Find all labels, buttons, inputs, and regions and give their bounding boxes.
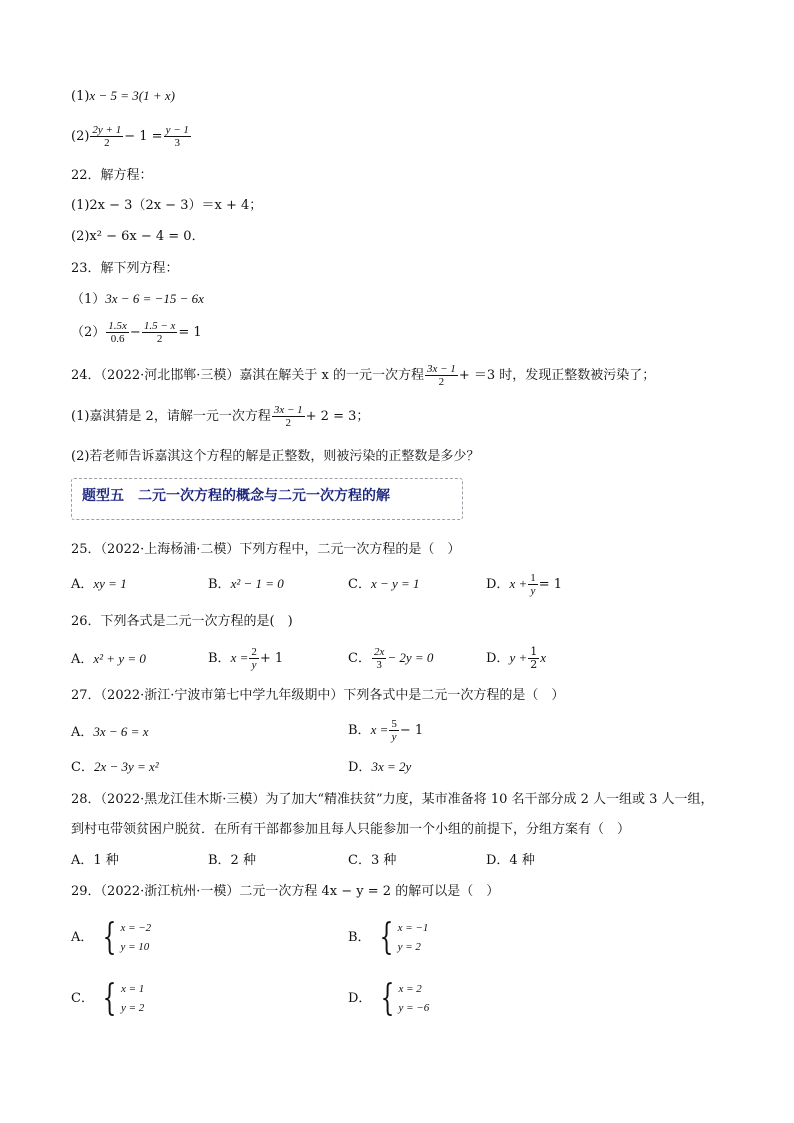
q21-part1-equation: x − 5 = 3(1 + x)	[89, 88, 175, 103]
q22-title: 22．解方程：	[71, 168, 153, 183]
q26-option-a: A．x² + y = 0	[71, 651, 146, 667]
q28-stem-line2: 到村屯带领贫困户脱贫．在所有干部都参加且每人只能参加一个小组的前提下，分组方案有（ ）	[71, 822, 631, 837]
q24-intro: 24．（2022·河北邯郸·三模）嘉淇在解关于 x 的一元一次方程 $\frac{3x - 1}{2}$ + ＝3 时，发现正整数被污染了；	[71, 363, 656, 388]
q24-part2: (2)若老师告诉嘉淇这个方程的解是正整数，则被污染的正整数是多少？	[71, 449, 480, 464]
q28-stem-line1: 28．（2022·黑龙江佳木斯·三模）为了加大“精准扶贫”力度，某市准备将 10 名干部分成 2 人一组或 3 人一组，	[71, 792, 714, 807]
q27-option-c: C．2x − 3y = x²	[71, 759, 159, 775]
q21-part1: (1)x − 5 = 3(1 + x)	[71, 88, 175, 104]
q28-option-c: C．3 种	[348, 853, 397, 868]
q28-option-d: D．4 种	[486, 853, 535, 868]
q25-option-b: B．x² − 1 = 0	[208, 576, 284, 592]
q24-part1: (1)嘉淇猜是 2，请解一元一次方程 $\frac{3x - 1}{2}$ + 2 = 3；	[71, 404, 370, 429]
q29-option-c: C． { x = 1 y = 2	[71, 978, 145, 1019]
q27-option-d: D．3x = 2y	[348, 759, 412, 775]
q28-option-b: B．2 种	[208, 853, 256, 868]
q27-stem: 27．（2022·浙江·宁波市第七中学九年级期中）下列各式中是二元一次方程的是（ ）	[71, 688, 565, 703]
q23-title: 23．解下列方程：	[71, 261, 179, 276]
q29-stem: 29．（2022·浙江杭州·一模）二元一次方程 4x − y = 2 的解可以是（ ）	[71, 884, 500, 899]
q29-option-d: D． { x = 2 y = −6	[348, 978, 430, 1019]
q28-option-a: A．1 种	[71, 853, 119, 868]
brace-icon: {	[379, 917, 394, 958]
q22-part2: (2)x² − 6x − 4 = 0．	[71, 229, 205, 244]
brace-icon: {	[102, 978, 117, 1019]
q27-option-a: A．3x − 6 = x	[71, 724, 149, 740]
q29-option-b: B． { x = −1 y = 2	[348, 917, 429, 958]
q26-option-d: D．y + $\frac{1}{2}$ x	[486, 645, 547, 671]
q26-stem: 26．下列各式是二元一次方程的是( )	[71, 614, 293, 629]
q27-option-b: B．x = $\frac{5}{y}$ − 1	[348, 718, 424, 743]
q25-option-d: D．x + $\frac{1}{y}$ = 1	[486, 572, 563, 597]
brace-icon: {	[102, 917, 116, 958]
q22-part1: (1)2x − 3（2x − 3）＝x + 4；	[71, 198, 263, 213]
section-title: 题型五 二元一次方程的概念与二元一次方程的解	[82, 488, 390, 504]
q23-part2: （2） $\frac{1.5x}{0.6}$ − $\frac{1.5 - x}{2}$ = 1	[71, 320, 202, 345]
q23-part1: （1）3x − 6 = −15 − 6x	[71, 291, 204, 307]
brace-icon: {	[380, 978, 394, 1019]
q26-option-c: C． $\frac{2x}{3}$ − 2y = 0	[348, 646, 434, 671]
q26-option-b: B．x = $\frac{2}{y}$ + 1	[208, 646, 284, 671]
q21-part2: (2) $\frac{2y + 1}{2}$ − 1 = $\frac{y - 1}{3}$	[71, 124, 189, 149]
q25-option-c: C．x − y = 1	[348, 576, 420, 592]
q29-option-a: A． { x = −2 y = 10	[71, 917, 152, 958]
q25-stem: 25．（2022·上海杨浦·二模）下列方程中，二元一次方程的是（ ）	[71, 542, 461, 557]
q25-option-a: A．xy = 1	[71, 576, 127, 592]
